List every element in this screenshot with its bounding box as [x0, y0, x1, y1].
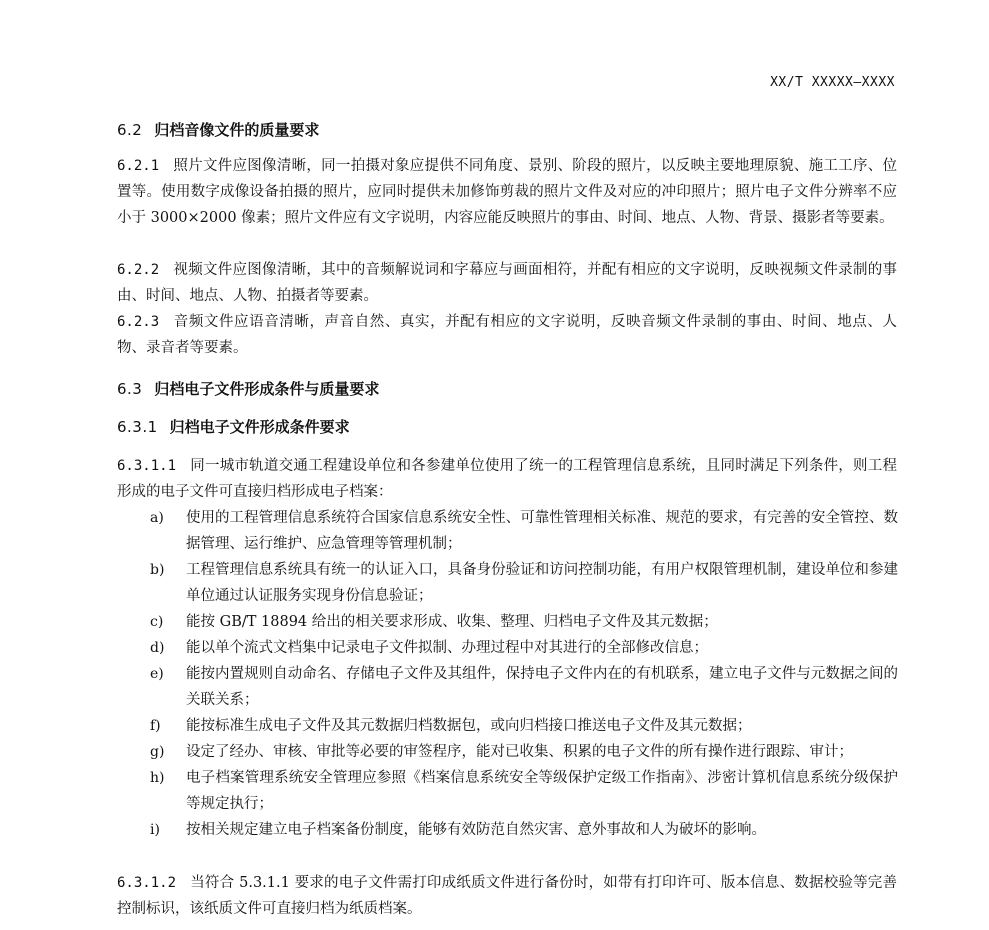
list-item [148, 661, 898, 713]
list-marker: a) [150, 510, 164, 526]
clause-text: 当符合 5.3.1.1 要求的电子文件需打印成纸质文件进行备份时，如带有打印许可、版本信息、数据校验等完善控制标识，该纸质文件可直接归档为纸质档案。 [117, 875, 897, 917]
list-item-text: 能以单个流式文档集中记录电子文件拟制、办理过程中对其进行的全部修改信息； [186, 640, 708, 656]
clause-number: 6.3.1.1 [117, 458, 177, 474]
list-marker: c) [150, 614, 164, 630]
list-marker: h) [150, 770, 165, 786]
clause-number: 6.3.1.2 [117, 875, 177, 891]
list-item [148, 609, 898, 635]
list-marker: i) [150, 822, 160, 838]
clause-number: 6.2.3 [117, 314, 160, 330]
clause-6-2-1 [117, 153, 897, 231]
list-item-text: 使用的工程管理信息系统符合国家信息系统安全性、可靠性管理相关标准、规范的要求，有完善的安全管控、数据管理、运行维护、应急管理等管理机制； [186, 510, 898, 552]
section-heading-6-3 [117, 378, 379, 399]
clause-text: 照片文件应图像清晰，同一拍摄对象应提供不同角度、景别、阶段的照片，以反映主要地理原貌、施工工序、位置等。使用数字成像设备拍摄的照片，应同时提供未加修饰剪裁的照片文件及对应的冲印照片；照片电子文件分辨率不应小于 3000×2000 像素；照片文件应有文字说明，内容应能反映照片的事由、时间、地点、人物、背景、摄影者等要素。 [117, 158, 897, 226]
list-item [148, 713, 898, 739]
clause-number: 6.2.2 [117, 262, 160, 278]
section-title: 归档电子文件形成条件要求 [169, 418, 350, 436]
list-item-text: 按相关规定建立电子档案备份制度，能够有效防范自然灾害、意外事故和人为破坏的影响。 [186, 822, 766, 838]
list-item [148, 765, 898, 817]
list-item [148, 505, 898, 557]
section-title: 归档电子文件形成条件与质量要求 [154, 380, 380, 398]
list-item-text: 工程管理信息系统具有统一的认证入口，具备身份验证和访问控制功能，有用户权限管理机制，建设单位和参建单位通过认证服务实现身份信息验证； [186, 562, 898, 604]
section-title: 归档音像文件的质量要求 [154, 121, 320, 139]
section-heading-6-3-1 [117, 416, 350, 437]
document-code: XX/T XXXXX—XXXX [770, 75, 895, 90]
clause-6-3-1-2 [117, 870, 897, 922]
clause-6-3-1-1 [117, 453, 897, 505]
section-heading-6-2 [117, 119, 319, 140]
clause-6-2-3 [117, 309, 897, 361]
section-number: 6.3.1 [117, 418, 158, 436]
list-marker: f) [150, 718, 161, 734]
clause-text: 视频文件应图像清晰，其中的音频解说词和字幕应与画面相符，并配有相应的文字说明，反映视频文件录制的事由、时间、地点、人物、拍摄者等要素。 [117, 262, 897, 304]
list-item [148, 817, 898, 843]
section-number: 6.3 [117, 380, 143, 398]
list-item [148, 557, 898, 609]
list-item-text: 设定了经办、审核、审批等必要的审签程序，能对已收集、积累的电子文件的所有操作进行跟踪、审计； [186, 744, 853, 760]
clause-number: 6.2.1 [117, 158, 160, 174]
list-item-text: 能按 GB/T 18894 给出的相关要求形成、收集、整理、归档电子文件及其元数据； [186, 614, 718, 630]
clause-6-2-2 [117, 257, 897, 309]
list-item-text: 电子档案管理系统安全管理应参照《档案信息系统安全等级保护定级工作指南》、涉密计算机信息系统分级保护等规定执行； [186, 770, 898, 812]
clause-text: 音频文件应语音清晰，声音自然、真实，并配有相应的文字说明，反映音频文件录制的事由、时间、地点、人物、录音者等要素。 [117, 314, 897, 356]
list-marker: b) [150, 562, 165, 578]
list-marker: e) [150, 666, 164, 682]
list-item-text: 能按内置规则自动命名、存储电子文件及其组件，保持电子文件内在的有机联系，建立电子文件与元数据之间的关联关系； [186, 666, 898, 708]
list-marker: g) [150, 744, 165, 760]
section-number: 6.2 [117, 121, 143, 139]
list-item [148, 635, 898, 661]
list-item-text: 能按标准生成电子文件及其元数据归档数据包，或向归档接口推送电子文件及其元数据； [186, 718, 752, 734]
condition-list [148, 505, 898, 843]
list-marker: d) [150, 640, 165, 656]
list-item [148, 739, 898, 765]
clause-text: 同一城市轨道交通工程建设单位和各参建单位使用了统一的工程管理信息系统，且同时满足下列条件，则工程形成的电子文件可直接归档形成电子档案： [117, 458, 897, 500]
